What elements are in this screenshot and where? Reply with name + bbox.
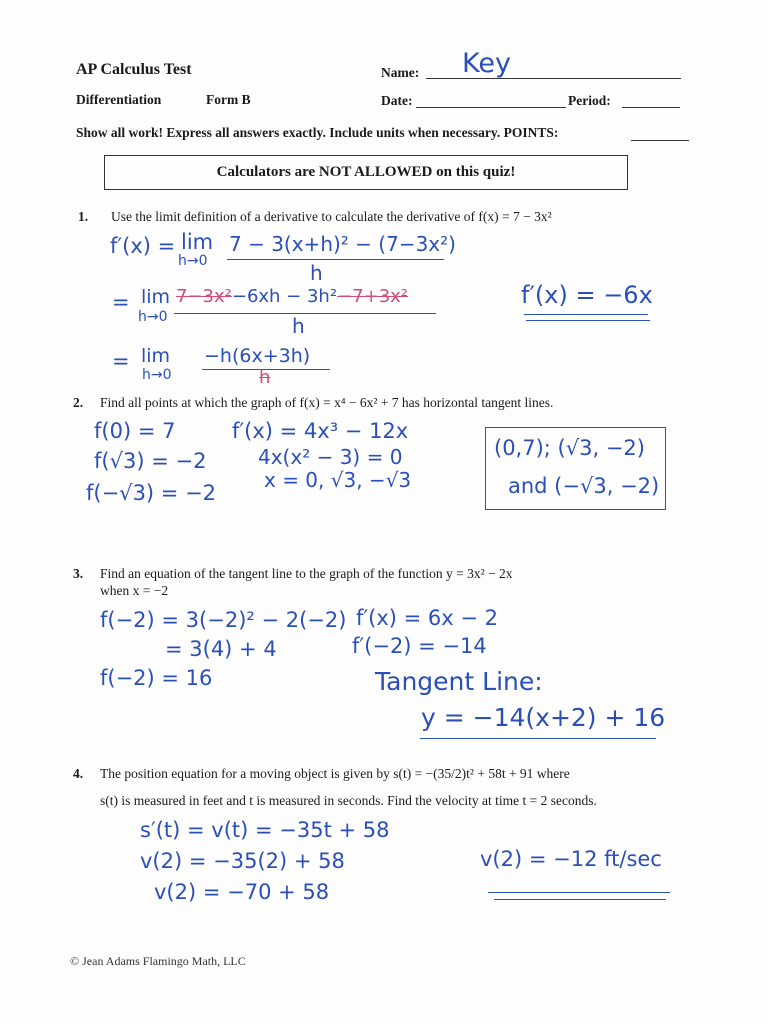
q2-text: Find all points at which the graph of f(x) = x⁴ − 6x² + 7 has horizontal tangent lines. — [100, 395, 554, 410]
q1-lim-1: lim — [181, 230, 214, 254]
q3-answer-underline — [420, 738, 656, 739]
q3-text-2: when x = −2 — [100, 583, 169, 598]
q1-eq-3: = — [112, 349, 130, 373]
q1-lim-sub-3: h→0 — [142, 367, 172, 383]
name-value: Key — [462, 48, 511, 79]
notice-box — [104, 155, 628, 190]
q1-numerator-3: −h(6x+3h) — [204, 345, 311, 367]
test-subtitle: Differentiation — [76, 92, 162, 107]
q4-work-1: s′(t) = v(t) = −35t + 58 — [140, 818, 390, 842]
test-title: AP Calculus Test — [76, 61, 192, 78]
q3-answer: y = −14(x+2) + 16 — [421, 703, 666, 732]
q4-work-3: v(2) = −70 + 58 — [154, 880, 330, 904]
q1-lim-3: lim — [141, 345, 171, 367]
q1-denominator-1: h — [310, 261, 323, 285]
q1-lim-sub-2: h→0 — [138, 309, 168, 325]
q3-work-6: Tangent Line: — [375, 667, 543, 696]
q1-cancel-7: 7 — [176, 286, 188, 307]
q1-numerator-2 — [176, 286, 408, 307]
q1-number: 1. — [78, 209, 89, 224]
q2-answer-line-2: and (−√3, −2) — [508, 474, 660, 498]
points-line[interactable] — [631, 140, 689, 141]
q1-fraction-bar-2 — [174, 313, 436, 314]
q1-cancel-neg7: −7 — [337, 286, 364, 307]
q3-number: 3. — [73, 566, 84, 581]
q1-fraction-bar-1 — [227, 259, 444, 260]
q1-lim-2: lim — [141, 286, 171, 308]
q4-number: 4. — [73, 766, 84, 781]
q2-work-3: f(−√3) = −2 — [86, 481, 217, 505]
notice-text: Calculators are NOT ALLOWED on this quiz! — [216, 164, 516, 180]
q2-work-6: x = 0, √3, −√3 — [264, 468, 412, 492]
q3-text: Find an equation of the tangent line to the graph of the function y = 3x² − 2x — [100, 566, 513, 581]
q4-text-2: s(t) is measured in feet and t is measured in seconds. Find the velocity at time t = 2 seconds. — [100, 793, 597, 808]
instructions: Show all work! Express all answers exactly. Include units when necessary. POINTS: — [76, 125, 559, 140]
q1-cancel-pos3x2: +3x² — [363, 286, 409, 307]
q4-answer-underline-1 — [488, 892, 670, 893]
q1-denominator-3: h — [259, 367, 271, 388]
q1-text: Use the limit definition of a derivative to calculate the derivative of f(x) = 7 − 3x² — [111, 209, 552, 224]
name-label: Name: — [381, 65, 420, 80]
q1-lim-sub-1: h→0 — [178, 253, 208, 269]
q1-answer-underline-2 — [526, 320, 650, 321]
q3-work-4: f′(x) = 6x − 2 — [356, 606, 499, 630]
q1-answer: f′(x) = −6x — [521, 281, 653, 309]
q2-work-2: f(√3) = −2 — [94, 449, 207, 473]
q2-work-4: f′(x) = 4x³ − 12x — [232, 419, 409, 443]
copyright-footer: © Jean Adams Flamingo Math, LLC — [70, 954, 246, 968]
q2-answer-line-1: (0,7); (√3, −2) — [494, 436, 645, 460]
q2-work-1: f(0) = 7 — [94, 419, 176, 443]
q4-answer: v(2) = −12 ft/sec — [480, 847, 662, 871]
date-label: Date: — [381, 93, 413, 108]
period-label: Period: — [568, 93, 611, 108]
q2-number: 2. — [73, 395, 84, 410]
date-line[interactable] — [416, 107, 566, 108]
q1-denominator-2: h — [292, 314, 305, 338]
q4-text: The position equation for a moving object is given by s(t) = −(35/2)t² + 58t + 91 where — [100, 766, 570, 781]
q2-work-5: 4x(x² − 3) = 0 — [258, 445, 403, 469]
test-form: Form B — [206, 92, 251, 107]
q1-numerator-1: 7 − 3(x+h)² − (7−3x²) — [229, 232, 456, 256]
q3-work-5: f′(−2) = −14 — [352, 634, 487, 658]
q1-fprime: f′(x) = — [110, 234, 176, 258]
period-line[interactable] — [622, 107, 680, 108]
q3-work-2: = 3(4) + 4 — [165, 637, 277, 661]
q1-cancel-3x2: −3x² — [187, 286, 232, 307]
q1-answer-underline-1 — [524, 314, 648, 315]
q4-work-2: v(2) = −35(2) + 58 — [140, 849, 345, 873]
q3-work-3: f(−2) = 16 — [100, 666, 213, 690]
q4-answer-underline-2 — [494, 899, 666, 900]
q3-work-1: f(−2) = 3(−2)² − 2(−2) — [100, 608, 347, 632]
q1-remaining-terms: −6xh − 3h² — [231, 286, 338, 307]
q1-eq-2: = — [112, 290, 130, 314]
